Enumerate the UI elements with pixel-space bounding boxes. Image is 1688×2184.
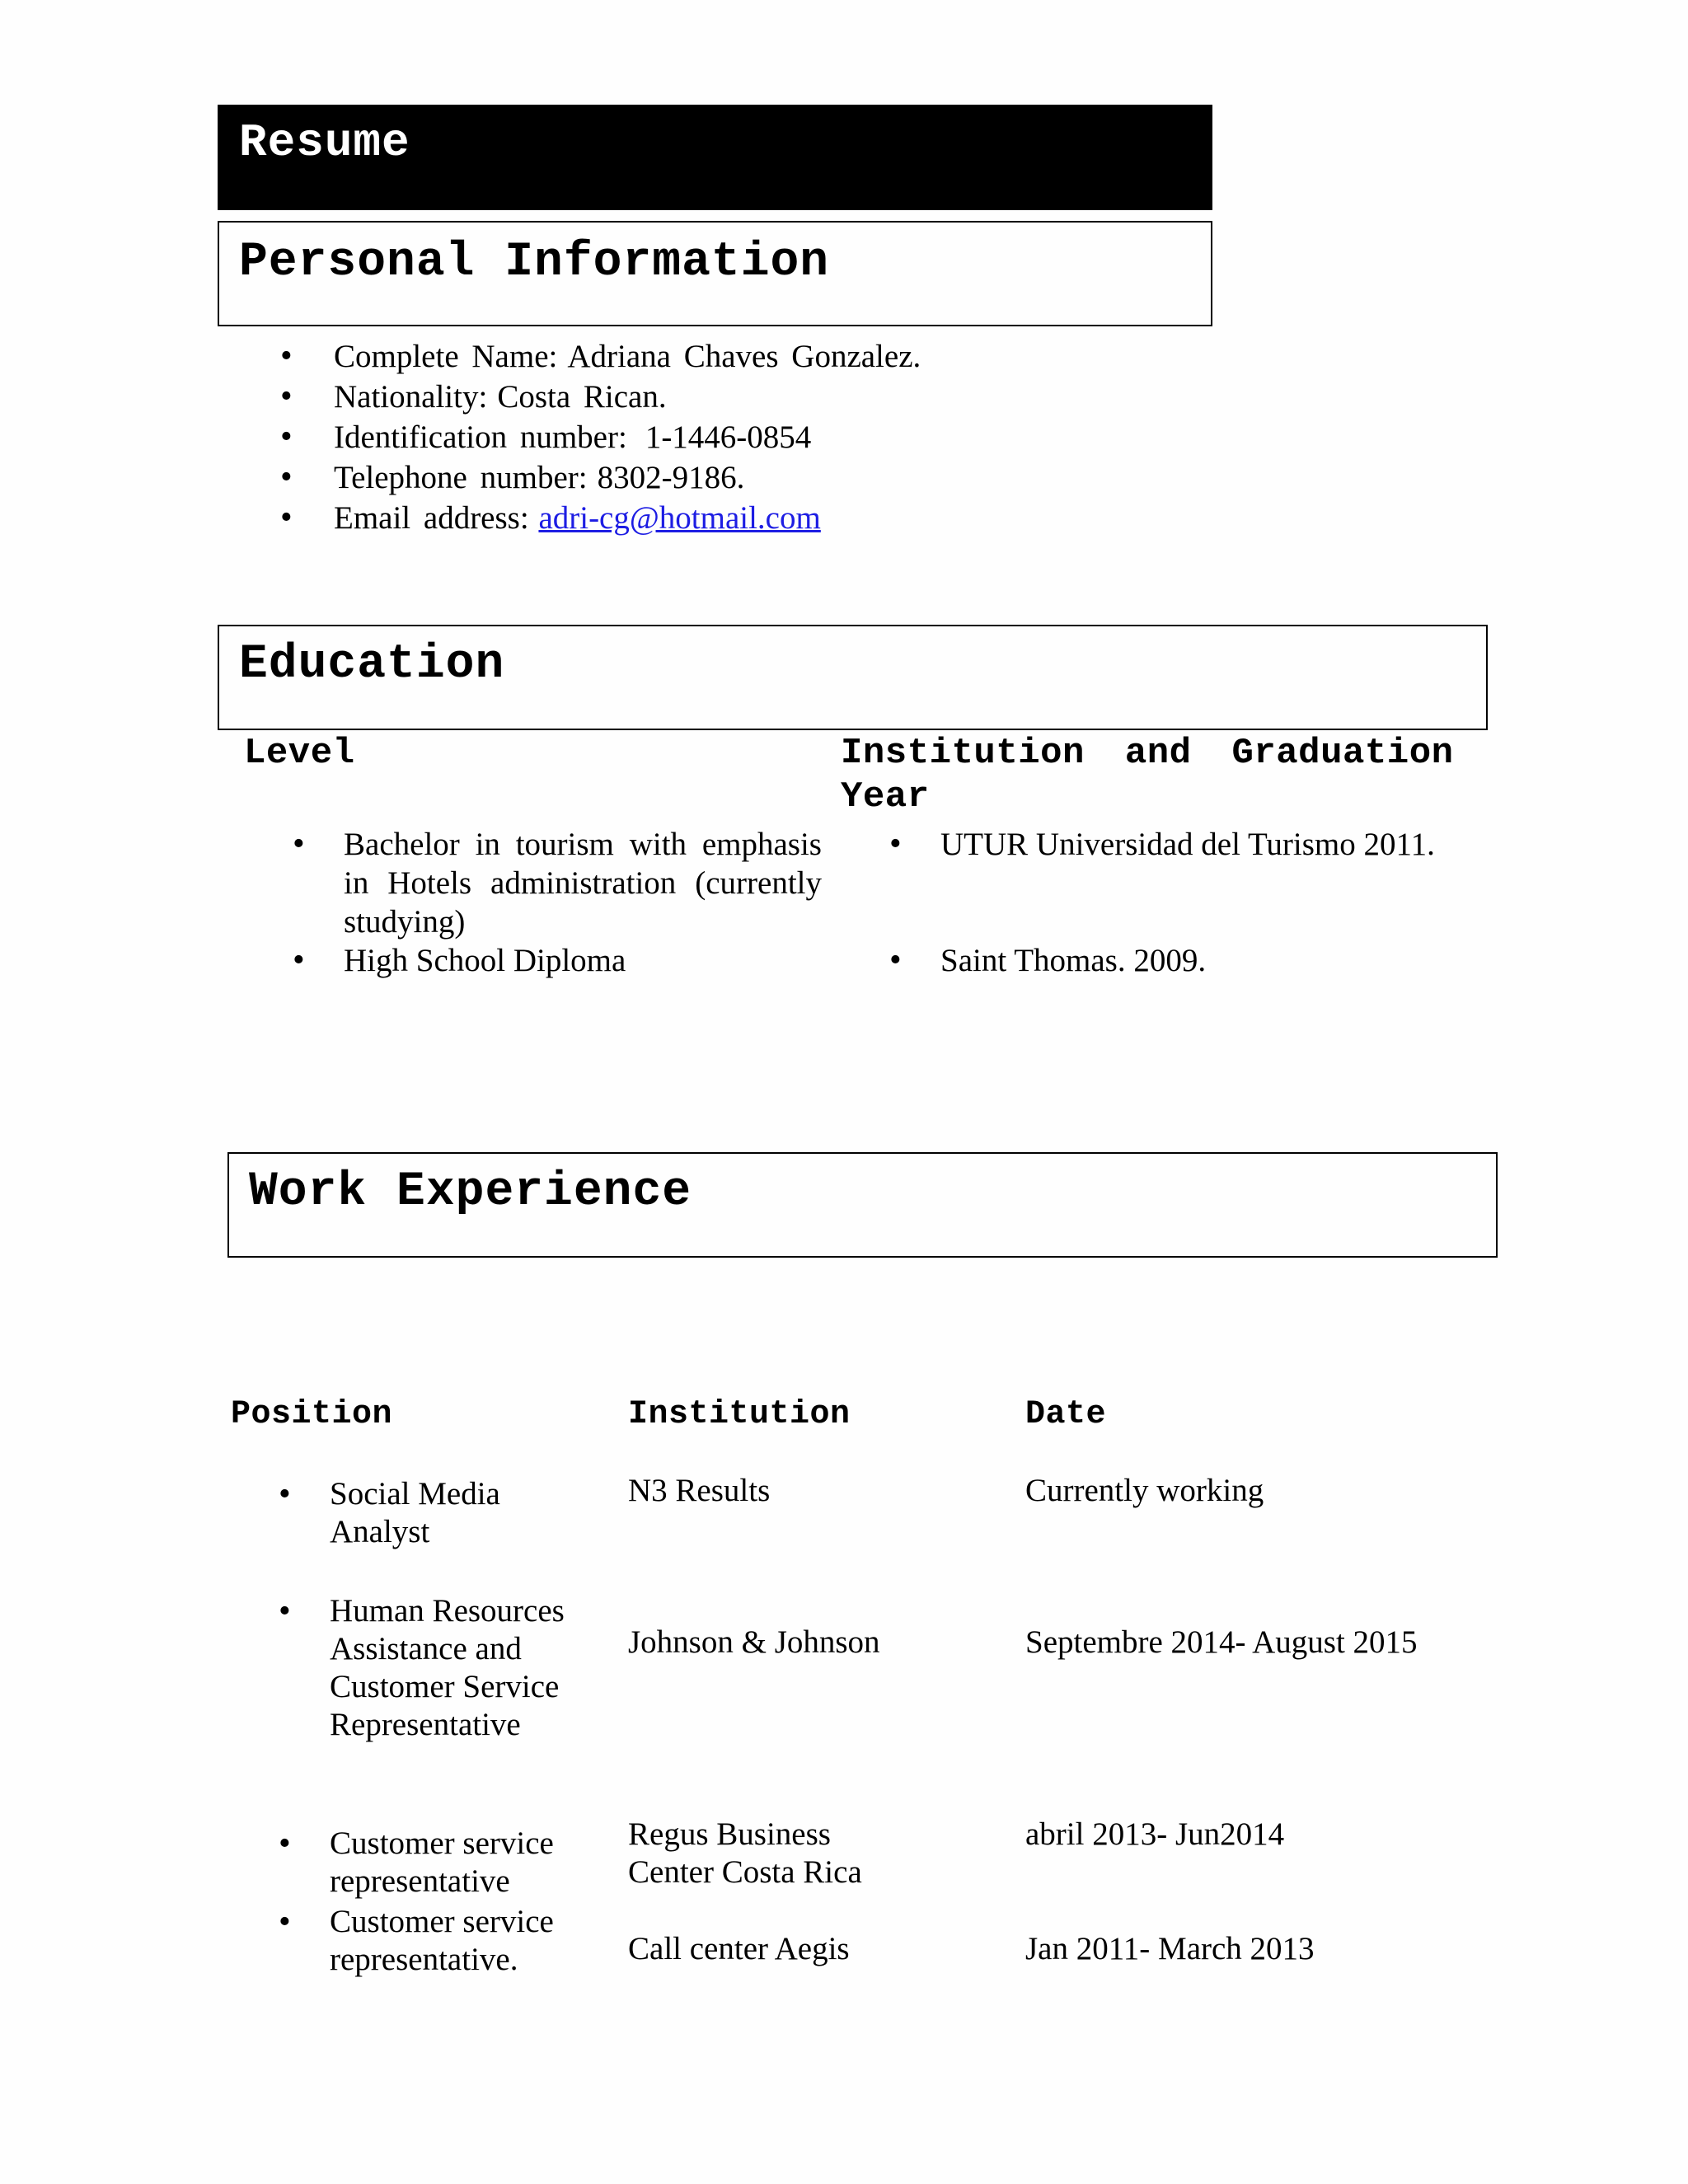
education-header [218, 625, 1488, 730]
list-item-telephone [334, 457, 921, 498]
education-institution-item: • Saint Thomas. 2009. [940, 941, 1501, 980]
education-institution-item: • UTUR Universidad del Turismo 2011. [940, 825, 1501, 864]
email-link[interactable]: adri-cg@hotmail.com [538, 500, 821, 536]
telephone-value: 8302-9186. [597, 460, 745, 495]
complete-name-label: Complete Name: [334, 339, 558, 374]
work-institution: Johnson & Johnson [628, 1624, 880, 1660]
personal-information-heading: Personal Information [239, 236, 830, 289]
complete-name-value: Adriana Chaves Gonzalez. [567, 339, 921, 374]
education-level-item: • High School Diploma [344, 941, 822, 980]
personal-information-header [218, 221, 1212, 326]
resume-title: Resume [239, 116, 410, 169]
list-item-email [334, 498, 921, 538]
work-date: abril 2013- Jun2014 [1025, 1816, 1285, 1852]
resume-title-bar [218, 105, 1212, 210]
identification-value: 1-1446-0854 [645, 419, 812, 455]
email-label: Email address: [334, 500, 529, 536]
identification-label: Identification number: [334, 419, 627, 455]
education-level-item: • Bachelor in tourism with emphasis in Hotels administration (currently studying) [344, 825, 822, 941]
work-institution-column-header: Institution [628, 1396, 851, 1433]
work-date: Currently working [1025, 1473, 1264, 1508]
work-institution: N3 Results [628, 1473, 771, 1508]
education-level-column-header: Level [244, 733, 355, 774]
personal-info-list [334, 336, 921, 538]
work-experience-header [227, 1152, 1498, 1258]
work-date-column-header: Date [1025, 1396, 1107, 1433]
work-date: Septembre 2014- August 2015 [1025, 1624, 1418, 1660]
nationality-value: Costa Rican. [497, 379, 667, 415]
education-institution-column-header: Institution and Graduation Year [841, 733, 1454, 818]
work-position-column-header: Position [231, 1396, 393, 1433]
work-institution: Regus Business Center Costa Rica [628, 1816, 862, 1890]
education-heading: Education [239, 638, 505, 691]
telephone-label: Telephone number: [334, 460, 588, 495]
list-item-nationality [334, 377, 921, 417]
work-experience-heading: Work Experience [249, 1165, 692, 1219]
work-position: • Social Media Analyst [330, 1475, 577, 1551]
nationality-label: Nationality: [334, 379, 488, 415]
list-item-identification [334, 417, 921, 457]
work-institution: Call center Aegis [628, 1931, 850, 1966]
work-date: Jan 2011- March 2013 [1025, 1931, 1315, 1966]
work-position: • Customer service representative. [330, 1903, 577, 1979]
work-position: • Human Resources Assistance and Customer Service Representative [330, 1592, 577, 1744]
list-item-complete-name [334, 336, 921, 377]
work-position: • Customer service representative [330, 1825, 577, 1900]
